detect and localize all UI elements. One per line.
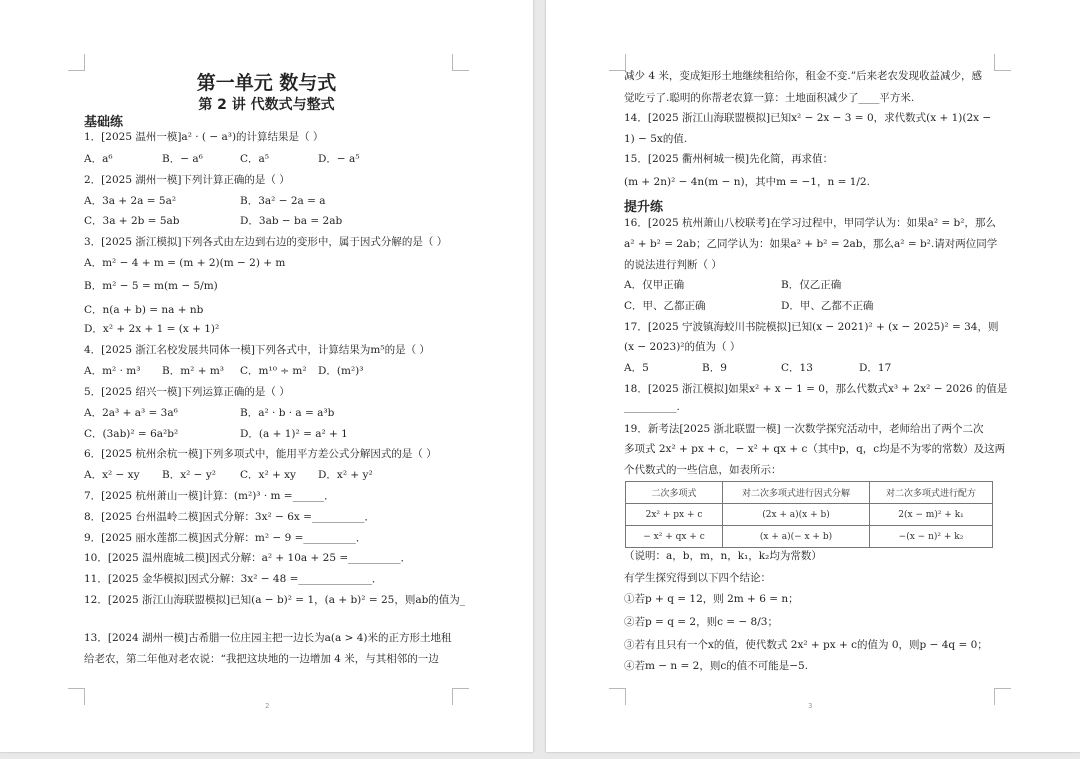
question-4: 4．[2025 浙江名校发展共同体一模]下列各式中，计算结果为m⁵的是（ ） bbox=[84, 344, 430, 356]
question-2: 2．[2025 湖州一模]下列计算正确的是（ ） bbox=[84, 174, 290, 186]
question-19-cont: 多项式 2x² + px + c，− x² + qx + c（其中p，q，c均是不为零的常数）及这两 bbox=[624, 443, 1006, 455]
table-cell: 2x² + px + c bbox=[626, 504, 723, 526]
left-page bbox=[0, 0, 533, 752]
option: B．x² − y² bbox=[162, 469, 216, 481]
lesson-subtitle: 第 2 讲 代数式与整式 bbox=[198, 97, 335, 113]
table-cell: −(x − n)² + k₂ bbox=[870, 526, 993, 548]
option: A．5 bbox=[624, 362, 649, 374]
option: B．m² − 5 = m(m − 5/m) bbox=[84, 280, 218, 292]
question-1: 1．[2025 温州一模]a² · ( − a³)的计算结果是（ ） bbox=[84, 131, 324, 143]
conclusion-2: ②若p = q = 2，则c = − 8/3； bbox=[624, 616, 778, 628]
question-3: 3．[2025 浙江模拟]下列各式由左边到右边的变形中，属于因式分解的是（ ） bbox=[84, 236, 448, 248]
section-heading-basic: 基础练 bbox=[84, 115, 124, 130]
question-18: 18．[2025 浙江模拟]如果x² + x − 1 = 0，那么代数式x³ + 2x² − 2026 的值是 bbox=[624, 383, 1008, 395]
option: A．2a³ + a³ = 3a⁶ bbox=[84, 407, 178, 419]
option: C．(3ab)² = 6a²b² bbox=[84, 428, 179, 440]
option: B．仅乙正确 bbox=[781, 279, 842, 291]
option: D．(m²)³ bbox=[318, 365, 364, 377]
option: D．3ab − ba = 2ab bbox=[240, 215, 343, 227]
option: C．13 bbox=[781, 362, 813, 374]
crop-mark bbox=[994, 688, 1011, 705]
question-8: 8．[2025 台州温岭二模]因式分解：3x² − 6x =__________． bbox=[84, 511, 375, 523]
question-10: 10．[2025 温州鹿城二模]因式分解：a² + 10a + 25 =__________． bbox=[84, 552, 412, 564]
table-header: 对二次多项式进行因式分解 bbox=[723, 482, 870, 504]
question-16-cont: a² + b² = 2ab；乙同学认为：如果a² + b² = 2ab，那么a² = b².请对两位同学 bbox=[624, 238, 998, 250]
table-cell: − x² + qx + c bbox=[626, 526, 723, 548]
table-header: 二次多项式 bbox=[626, 482, 723, 504]
question-12: 12．[2025 浙江山海联盟模拟]已知(a − b)² = 1，(a + b)² = 25，则ab的值为_ bbox=[84, 594, 466, 606]
question-18-cont: __________. bbox=[624, 401, 680, 413]
right-page bbox=[546, 0, 1080, 752]
table-header-row bbox=[626, 482, 993, 504]
table-row bbox=[626, 526, 993, 548]
table-cell: (2x + a)(x + b) bbox=[723, 504, 870, 526]
crop-mark bbox=[994, 54, 1011, 71]
question-14: 14．[2025 浙江山海联盟模拟]已知x² − 2x − 3 = 0，求代数式(x + 1)(2x − bbox=[624, 112, 992, 124]
option: C．3a + 2b = 5ab bbox=[84, 215, 180, 227]
conclusion-1: ①若p + q = 12，则 2m + 6 = n； bbox=[624, 593, 799, 605]
question-13-cont: 减少 4 米，变成矩形土地继续租给你，租金不变.”后来老农发现收益减少，感 bbox=[624, 70, 983, 82]
option: A．m² − 4 + m = (m + 2)(m − 2) + m bbox=[84, 257, 286, 269]
question-15-cont: (m + 2n)² − 4n(m − n)，其中m = −1，n = 1/2. bbox=[624, 176, 870, 188]
table-cell: 2(x − m)² + k₁ bbox=[870, 504, 993, 526]
option: D．− a⁵ bbox=[318, 153, 360, 165]
info-table bbox=[625, 481, 993, 548]
option: C．m¹⁰ ÷ m² bbox=[240, 365, 307, 377]
page-number: 3 bbox=[808, 702, 813, 710]
conclusion-4: ④若m − n = 2，则c的值不可能是−5. bbox=[624, 660, 809, 672]
conclusion-3: ③若有且只有一个x的值，使代数式 2x² + px + c的值为 0，则p − 4q = 0； bbox=[624, 639, 988, 651]
crop-mark bbox=[609, 688, 626, 705]
option: A．x² − xy bbox=[84, 469, 140, 481]
question-7: 7．[2025 杭州萧山一模]计算：(m²)³ · m =______． bbox=[84, 490, 335, 502]
option: A．仅甲正确 bbox=[624, 279, 685, 291]
option: D．(a + 1)² = a² + 1 bbox=[240, 428, 348, 440]
option: C．a⁵ bbox=[240, 153, 270, 165]
option: A．3a + 2a = 5a² bbox=[84, 195, 177, 207]
question-16: 16．[2025 杭州萧山八校联考]在学习过程中，甲同学认为：如果a² = b²，那么 bbox=[624, 217, 996, 229]
question-5: 5．[2025 绍兴一模]下列运算正确的是（ ） bbox=[84, 386, 290, 398]
option: B．9 bbox=[702, 362, 727, 374]
table-header: 对二次多项式进行配方 bbox=[870, 482, 993, 504]
option: C．n(a + b) = na + nb bbox=[84, 304, 204, 316]
option: A．m² · m³ bbox=[84, 365, 141, 377]
option: B．m² + m³ bbox=[162, 365, 225, 377]
unit-title: 第一单元 数与式 bbox=[196, 72, 337, 94]
option: D．x² + y² bbox=[318, 469, 373, 481]
question-13-cont: 给老农，第二年他对老农说：“我把这块地的一边增加 4 米，与其相邻的一边 bbox=[84, 653, 439, 665]
option: B．a² · b · a = a³b bbox=[240, 407, 335, 419]
conclusion-intro: 有学生探究得到以下四个结论： bbox=[624, 572, 771, 584]
option: B．− a⁶ bbox=[162, 153, 203, 165]
question-19-cont: 个代数式的一些信息，如表所示： bbox=[624, 464, 782, 476]
option: A．a⁶ bbox=[84, 153, 113, 165]
table-note: （说明：a，b，m，n，k₁，k₂均为常数） bbox=[624, 550, 822, 562]
question-17: 17．[2025 宁波镇海蛟川书院模拟]已知(x − 2021)² + (x − 2025)² = 34，则 bbox=[624, 321, 999, 333]
table-row bbox=[626, 504, 993, 526]
option: D．甲、乙都不正确 bbox=[781, 300, 874, 312]
question-9: 9．[2025 丽水莲都二模]因式分解：m² − 9 =__________． bbox=[84, 532, 367, 544]
option: C．x² + xy bbox=[240, 469, 296, 481]
table-cell: (x + a)(− x + b) bbox=[723, 526, 870, 548]
option: C．甲、乙都正确 bbox=[624, 300, 706, 312]
option: B．3a² − 2a = a bbox=[240, 195, 326, 207]
question-13-cont: 觉吃亏了.聪明的你帮老农算一算：土地面积减少了____平方米. bbox=[624, 92, 915, 104]
question-17-cont: (x − 2023)²的值为（ ） bbox=[624, 341, 741, 353]
question-13: 13．[2024 湖州一模]古希腊一位庄园主把一边长为a(a > 4)米的正方形土地租 bbox=[84, 632, 452, 644]
question-6: 6．[2025 杭州余杭一模]下列多项式中，能用平方差公式分解因式的是（ ） bbox=[84, 448, 437, 460]
page-number: 2 bbox=[265, 702, 270, 710]
crop-mark bbox=[452, 688, 469, 705]
question-14-cont: 1) − 5x的值. bbox=[624, 133, 688, 145]
question-19: 19．新考法[2025 浙北联盟一模] 一次数学探究活动中，老师给出了两个二次 bbox=[624, 423, 984, 435]
question-16-cont: 的说法进行判断（ ） bbox=[624, 259, 722, 271]
section-heading-advanced: 提升练 bbox=[624, 200, 664, 215]
question-15: 15．[2025 衢州柯城一模]先化简，再求值： bbox=[624, 153, 834, 165]
question-11: 11．[2025 金华模拟]因式分解：3x² − 48 =______________． bbox=[84, 573, 383, 585]
option: D．x² + 2x + 1 = (x + 1)² bbox=[84, 323, 220, 335]
crop-mark bbox=[68, 688, 85, 705]
option: D．17 bbox=[859, 362, 892, 374]
